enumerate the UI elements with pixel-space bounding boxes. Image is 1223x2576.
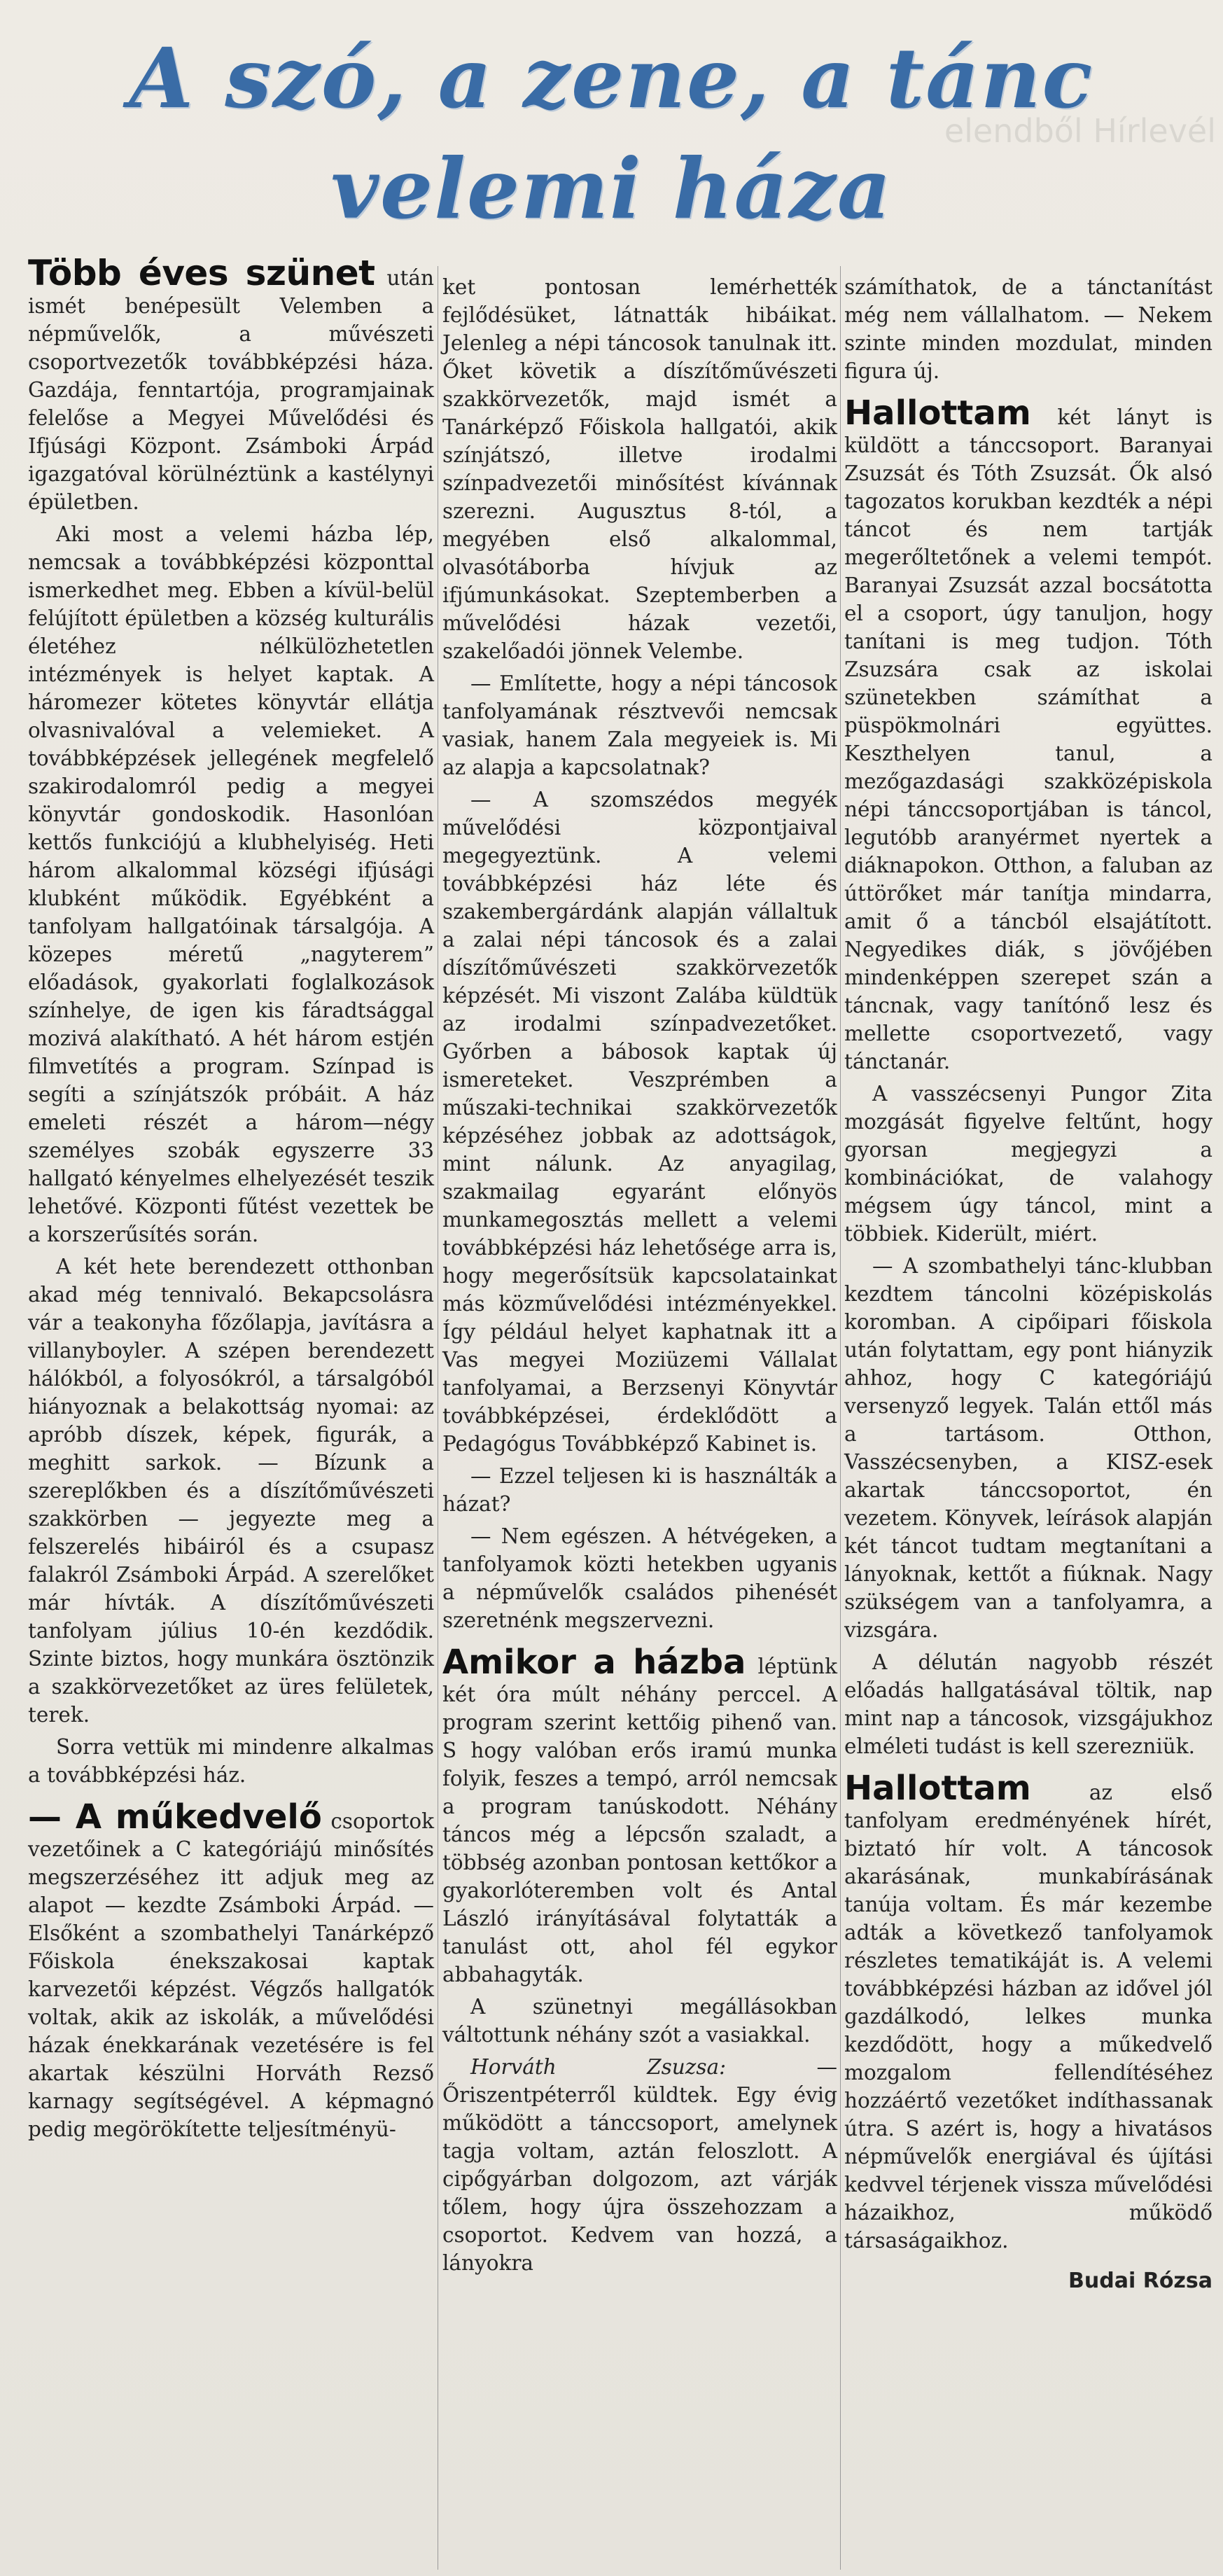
bleed-through-text: elendből Hírlevél [944, 112, 1216, 150]
paragraph: A vasszécsenyi Pungor Zita mozgását figyelve feltűnt, hogy gyorsan megjegyzi a kombinációkat, de valahogy mégsem úgy táncol, mint a többiek. Kiderült, miért. [844, 1082, 1212, 1246]
section-lead-in: Hallottam [844, 1769, 1031, 1808]
column-2 [442, 273, 837, 2556]
paragraph: — A szomszédos megyék művelődési központjaival megegyeztünk. A velemi továbbképzési ház léte és szakembergárdánk alapján vállaltuk a zalai népi táncosok és a zalai díszítőművészeti szakkörvezetők képzését. Mi viszont Zalába küldtük az irodalmi színpadvezetőket. Győrben a bábosok kaptak új ismereteket. Veszprémben a műszaki-technikai szakkörvezetők képzéséhez jobbak az adottságok, mint nálunk. Az anyagilag, szakmailag egyaránt előnyös munkamegosztás mellett a velemi továbbképzési ház lehetősége arra is, hogy megerősítsük kapcsolatainkat más közművelődési intézményekkel. Így például helyet kaphatnak itt a Vas megyei Moziüzemi Vállalat tanfolyamai, a Berzsenyi Könyvtár továbbképzései, érdeklődött a Pedagógus Továbbképző Kabinet is. [442, 788, 837, 1456]
paragraph [28, 1797, 434, 2143]
headline-line-2: velemi háza [330, 140, 893, 237]
section-lead-in: Amikor a házba [442, 1643, 746, 1682]
paragraph: — Említette, hogy a népi táncosok tanfolyamának résztvevői nemcsak vasiak, hanem Zala megyeiek is. Mi az alapja a kapcsolatnak? [442, 671, 837, 779]
paragraph: A szünetnyi megállásokban váltottunk néhány szót a vasiakkal. [442, 1995, 837, 2047]
paragraph: Aki most a velemi házba lép, nemcsak a továbbképzési központtal ismerkedhet meg. Ebben a kívül-belül felújított épületben a község kulturális életéhez nélkülözhetetlen intézmények is helyet kaptak. A háromezer kötetes könyvtár ellátja olvasnivalóval a velemieket. A továbbképzések jellegének megfelelő szakirodalomról pedig a megyei könyvtár gondoskodik. Hasonlóan kettős funkciójú a klubhelyiség. Heti három alkalommal községi ifjúsági klubként működik. Egyébként a tanfolyam hallgatóinak társalgója. A közepes méretű „nagyterem” előadások, gyakorlati foglalkozások színhelye, de igen kis fáradtsággal mozivá alakítható. A hét három estjén filmvetítés a program. Színpad is segíti a színjátszók próbáit. A ház emeleti részét a három—négy személyes szobák egyszerre 33 hallgató kényelmes elhelyezését teszik lehetővé. Központi fűtést vezettek be a korszerűsítés során. [28, 522, 434, 1246]
paragraph: A két hete berendezett otthonban akad még tennivaló. Bekapcsolásra vár a teakonyha főzőlapja, javításra a villanyboyler. A szépen berendezett hálókból, a folyosókról, a társalgóból hiányoznak a belakottság nyomai: az apróbb díszek, képek, figurák, a meghitt sarkok. — Bízunk a szereplőkben és a díszítőművészeti szakkörben — jegyezte meg a felszerelés hibáiról és a csupasz falakról Zsámboki Árpád. A szerelőket már hívták. A díszítőművészeti tanfolyam július 10-én kezdődik. Szinte biztos, hogy munkára ösztönzik a szakkörvezetőket az üres felületek, terek. [28, 1255, 434, 1727]
paragraph [28, 253, 434, 516]
paragraph [442, 2053, 837, 2277]
author-signature: Budai Rózsa [1068, 2269, 1212, 2293]
paragraph: — Ezzel teljesen ki is használták a házat? [442, 1464, 837, 1516]
paragraph: — A szombathelyi tánc-klubban kezdtem táncolni középiskolás koromban. A cipőipari főiskola után folytattam, egy pont hiányzik ahhoz, hogy C kategóriájú versenyző legyek. Talán ettől más a tartásom. Otthon, Vasszécsenyben, a KISZ-esek akartak tánccsoportot, én vezetem. Könyvek, leírások alapján két táncot tudtam megtanítani a lányoknak, kettőt a fiúknak. Nagy szükségem van a tanfolyamra, a vizsgára. [844, 1254, 1212, 1642]
paragraph-text: után ismét benépesült Velemben a népművelők, a művészeti csoportvezetők továbbképzési háza. Gazdája, fenntartója, programjainak felelőse a Megyei Művelődési és Ifjúsági Központ. Zsámboki Árpád igazgatóval körülnéztünk a kastélynyi épületben. [28, 266, 434, 514]
section-lead-in: — A műkedvelő [28, 1797, 322, 1837]
paragraph-text: — Őriszentpéterről küldtek. Egy évig működött a tánccsoport, amelynek tagja voltam, aztán feloszlott. A cipőgyárban dolgozom, azt várják tőlem, hogy újra összehozzam a csoportot. Kedvem van hozzá, a lányokra [442, 2055, 837, 2275]
paragraph: számíthatok, de a tánctanítást még nem vállalhatom. — Nekem szinte minden mozdulat, minden figura új. [844, 275, 1212, 383]
paragraph: ket pontosan lemérhették fejlődésüket, látnatták hibáikat. Jelenleg a népi táncosok tanulnak itt. Őket követik a díszítőművészeti szakkörvezetők, majd ismét a Tanárképző Főiskola hallgatói, akik színjátszó, illetve irodalmi színpadvezetői minősítést kívánnak szerezni. Augusztus 8-tól, a megyében első alkalommal, olvasótáborba hívjuk az ifjúmunkásokat. Szeptemberben a művelődési házak vezetői, szakelőadói jönnek Velembe. [442, 275, 837, 663]
column-1 [28, 253, 434, 2542]
paragraph-text: csoportok vezetőinek a C kategóriájú minősítés megszerzéséhez itt adjuk meg az alapot — kezdte Zsámboki Árpád. — Elsőként a szombathelyi Tanárképző Főiskola énekszakosai kaptak karvezetői képzést. Végzős hallgatók voltak, akik az iskolák, a művelődési házak énekkarának vezetésére is fel akartak készülni Horváth Rezső karnagy segítségével. A képmagnó pedig megörökítette teljesítményü- [28, 1809, 434, 2141]
column-rule-2 [840, 266, 841, 2570]
paragraph [844, 394, 1212, 1075]
paragraph-text: léptünk két óra múlt néhány perccel. A program szerint kettőig pihenő van. S hogy valóban erős iramú munka folyik, feszes a tempó, arról nemcsak a program tanúskodott. Néhány táncos még a lépcsőn szaladt, a többség azonban pontosan kettőkor a gyakorlóteremben volt és Antal László irányításával folytatták a tanulást ott, ahol fél egykor abbahagyták. [442, 1655, 837, 1986]
paragraph: Sorra vettük mi mindenre alkalmas a továbbképzési ház. [28, 1735, 434, 1787]
paragraph-text: két lányt is küldött a tánccsoport. Baranyai Zsuzsát és Tóth Zsuzsát. Ők alsó tagozatos korukban kezdték a népi táncot és nem tartják megerőltetőnek a velemi tempót. Baranyai Zsuzsát azzal bocsátotta el a csoport, úgy tanuljon, hogy tanítani is meg tudjon. Tóth Zsuzsára csak az iskolai szünetekben számíthat a püspökmolnári együttes. Keszthelyen tanul, a mezőgazdasági szakközépiskola népi tánccsoportjában is táncol, legutóbb aranyérmet nyertek a diáknapokon. Otthon, a faluban az úttörőket már tanítja mindarra, amit ő a táncból elsajátított. Negyedikes diák, s jövőjében mindenképpen szerepet szán a táncnak, vagy tanítónő lesz és mellette csoportvezető, vagy tánctanár. [844, 405, 1212, 1073]
column-3 [844, 273, 1212, 2556]
paragraph-text: az első tanfolyam eredményének hírét, biztató hír volt. A táncosok akarásának, munkabírásának tanúja voltam. És már kezembe adták a következő tanfolyamok részletes tematikáját is. A velemi továbbképzési házban az idővel jól gazdálkodó, lelkes munka kezdődött, hogy a műkedvelő mozgalom fellendítéséhez hozzáértő vezetőket indíthassanak útra. S azért is, hogy a hivatásos népművelők energiával és újítási kedvvel térjenek vissza művelődési házaikhoz, működő társaságaikhoz. [844, 1781, 1212, 2253]
lead-in: Több éves szünet [28, 253, 375, 293]
paragraph: A délután nagyobb részét előadás hallgatásával töltik, nap mint nap a táncosok, vizsgájukhoz elméleti tudást is kell szerezniük. [844, 1650, 1212, 1758]
section-lead-in: Hallottam [844, 394, 1031, 433]
headline-line-1: A szó, a zene, a tánc [129, 29, 1094, 127]
paragraph [442, 1643, 837, 1989]
paragraph: — Nem egészen. A hétvégeken, a tanfolyamok közti hetekben ugyanis a népművelők családos pihenését szeretnénk megszervezni. [442, 1524, 837, 1632]
paragraph [844, 1769, 1212, 2255]
speaker-name: Horváth Zsuzsa: [470, 2055, 727, 2079]
